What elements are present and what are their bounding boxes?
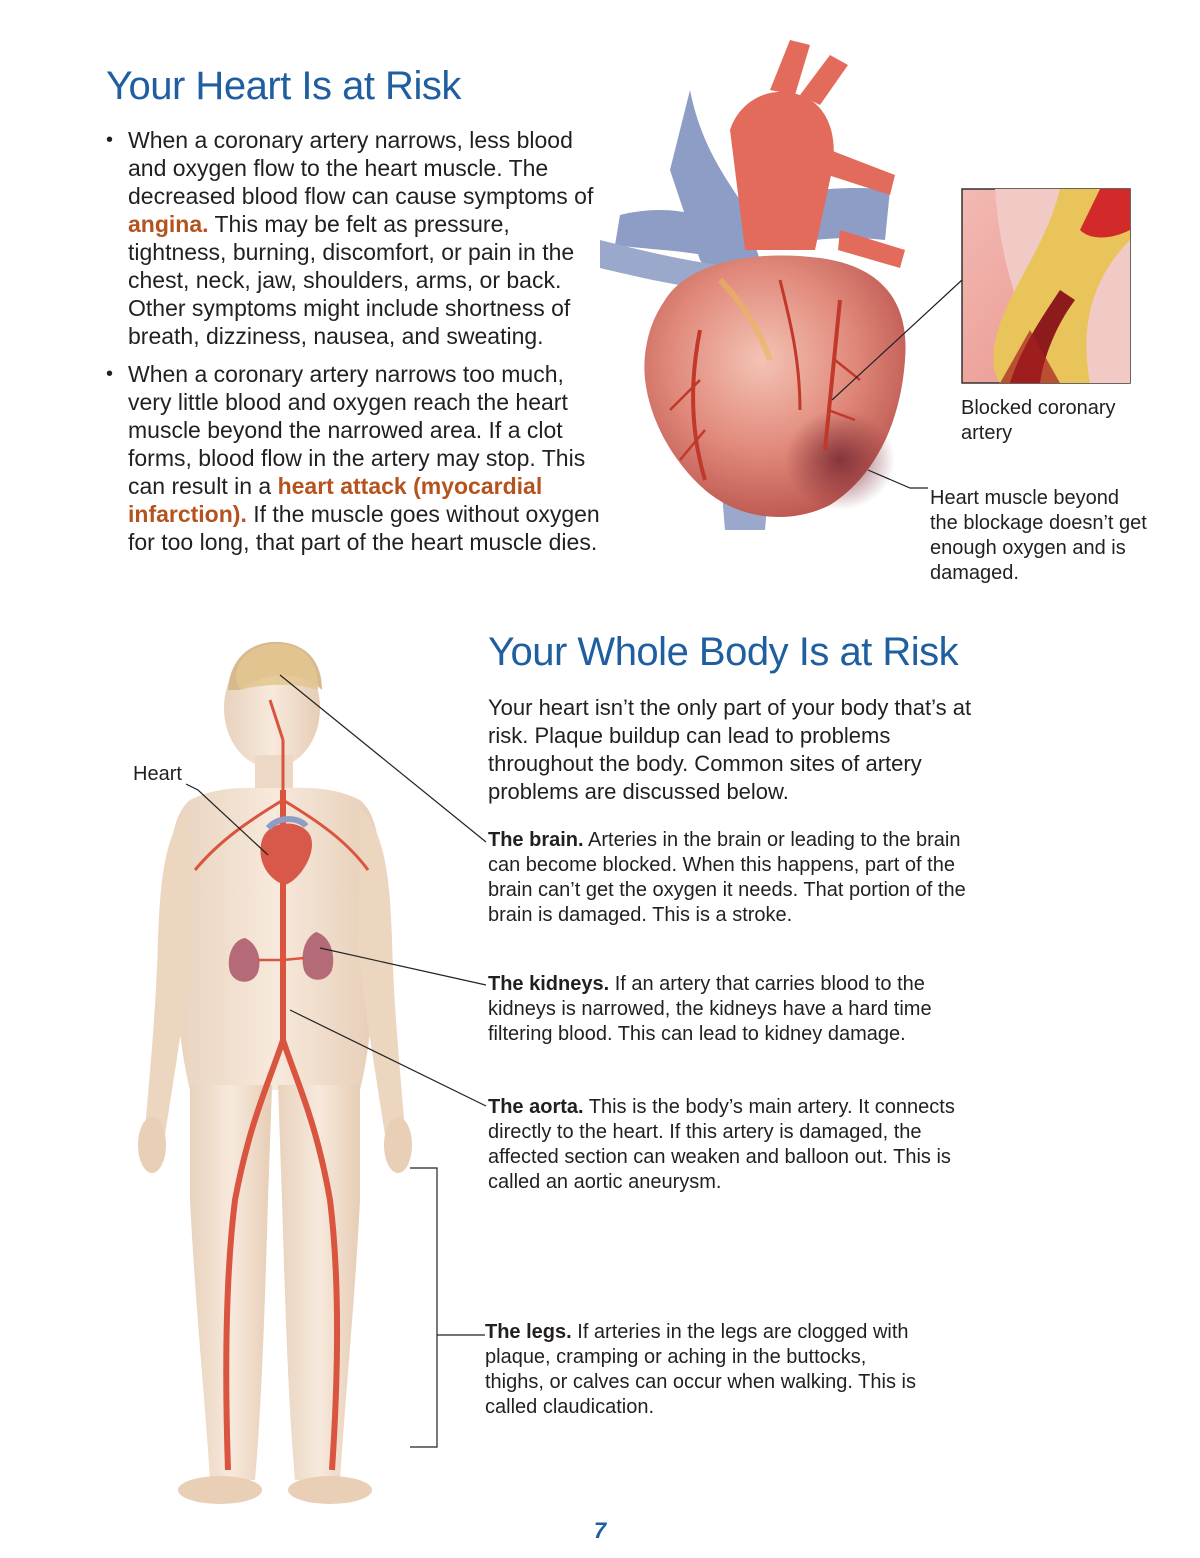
site-legs-term: The legs.	[485, 1321, 572, 1343]
bullet-angina	[106, 126, 606, 350]
bullet-angina-pre: When a coronary artery narrows, less blood and oxygen flow to the heart muscle. The decreased blood flow can cause symptoms of	[128, 127, 594, 209]
site-legs-text: If arteries in the legs are clogged with plaque, cramping or aching in the buttocks, thighs, or calves can occur when walking. This is called claudication.	[485, 1321, 916, 1418]
site-brain	[488, 828, 978, 928]
heart-label: Heart	[133, 763, 182, 785]
bullet-heart-attack	[106, 360, 606, 556]
heart-muscle-callout: Heart muscle beyond the blockage doesn’t get enough oxygen and is damaged.	[930, 487, 1147, 584]
site-brain-term: The brain.	[488, 829, 584, 851]
site-legs	[485, 1320, 925, 1420]
page-number: 7	[593, 1518, 607, 1543]
bullet-angina-post: This may be felt as pressure, tightness, burning, discomfort, or pain in the chest, neck, jaw, shoulders, arms, or back. Other symptoms might include shortness of breath, dizziness, nausea, and sweating.	[128, 211, 575, 349]
bullet-heart-attack-pre: When a coronary artery narrows too much, very little blood and oxygen reach the heart muscle beyond the narrowed area. If a clot forms, blood flow in the artery may stop. This can result in a	[128, 361, 586, 499]
site-aorta	[488, 1095, 958, 1195]
blocked-artery-callout: Blocked coronary artery	[961, 397, 1116, 444]
site-brain-text: Arteries in the brain or leading to the brain can become blocked. When this happens, part of the brain can’t get the oxygen it needs. That portion of the brain is damaged. This is a stroke.	[488, 829, 966, 926]
site-kidneys	[488, 972, 978, 1047]
site-aorta-text: This is the body’s main artery. It connects directly to the heart. If this artery is damaged, the affected section can weaken and balloon out. This is called an aortic aneurysm.	[488, 1096, 955, 1193]
site-kidneys-text: If an artery that carries blood to the kidneys is narrowed, the kidneys have a hard time filtering blood. This can lead to kidney damage.	[488, 973, 932, 1045]
body-risk-intro: Your heart isn’t the only part of your body that’s at risk. Plaque buildup can lead to problems throughout the body. Common sites of artery problems are discussed below.	[488, 695, 972, 804]
body-risk-heading: Your Whole Body Is at Risk	[488, 630, 959, 674]
heart-illustration	[600, 40, 906, 530]
blocked-artery-inset	[962, 189, 1130, 383]
term-heart-attack: heart attack (myocardial infarction).	[128, 473, 543, 527]
site-aorta-term: The aorta.	[488, 1096, 584, 1118]
term-angina: angina.	[128, 211, 209, 237]
heart-risk-heading: Your Heart Is at Risk	[106, 64, 461, 108]
site-kidneys-term: The kidneys.	[488, 973, 610, 995]
heart-risk-bullets	[106, 126, 606, 566]
bullet-heart-attack-post: If the muscle goes without oxygen for too long, that part of the heart muscle dies.	[128, 501, 600, 555]
